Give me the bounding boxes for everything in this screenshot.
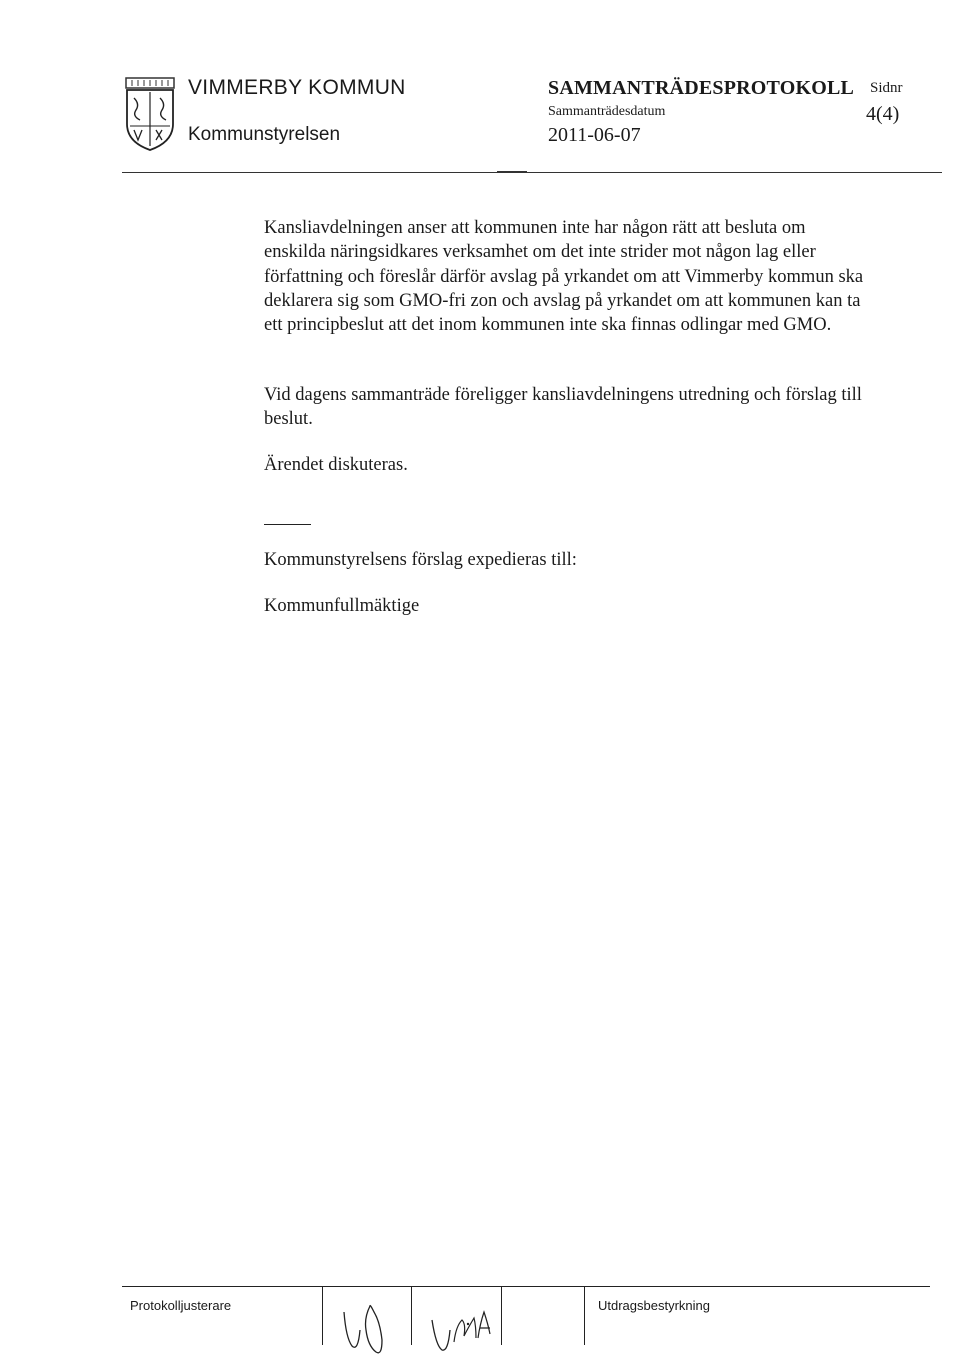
organization-unit: Kommunstyrelsen: [188, 124, 341, 145]
header-divider-accent: [497, 171, 527, 173]
signature-initials-1: [330, 1290, 402, 1360]
footer-divider: [122, 1286, 930, 1287]
signature-initials-2: [418, 1290, 498, 1360]
footer-cell-divider: [411, 1287, 412, 1345]
paragraph-assessment: Kansliavdelningen anser att kommunen inte har någon rätt att besluta om enskilda näringsidkares verksamhet om det inte strider mot någon lag eller författning och föreslår därför avslag på yrkandet om att Vimmerby kommun ska deklarera sig som GMO-fri zon och avslag på yrkandet om att kommunen kan ta ett principbeslut att det inom kommunen inte ska finnas odlingar med GMO.: [264, 218, 864, 336]
document-type-title: SAMMANTRÄDESPROTOKOLL: [548, 77, 855, 99]
protocol-adjuster-label: Protokolljusterare: [130, 1298, 232, 1313]
footer-cell-divider: [584, 1287, 585, 1345]
organization-name: VIMMERBY KOMMUN: [188, 76, 406, 99]
municipal-coat-of-arms-logo: [124, 76, 176, 152]
page-number-label: Sidnr: [870, 80, 903, 96]
header-divider: [122, 172, 942, 173]
footer-cell-divider: [501, 1287, 502, 1345]
paragraph-meeting: Vid dagens sammanträde föreligger kansliavdelningens utredning och förslag till beslut.: [264, 385, 862, 430]
distribution-heading: Kommunstyrelsens förslag expedieras till:: [264, 550, 577, 570]
meeting-date: 2011-06-07: [548, 124, 641, 146]
distribution-recipient: Kommunfullmäktige: [264, 596, 420, 616]
section-separator: [264, 524, 311, 525]
meeting-date-label: Sammanträdesdatum: [548, 104, 666, 119]
page-number: 4(4): [866, 103, 900, 125]
footer-cell-divider: [322, 1287, 323, 1345]
extract-certification-label: Utdragsbestyrkning: [598, 1298, 710, 1313]
paragraph-discussion: Ärendet diskuteras.: [264, 455, 408, 475]
